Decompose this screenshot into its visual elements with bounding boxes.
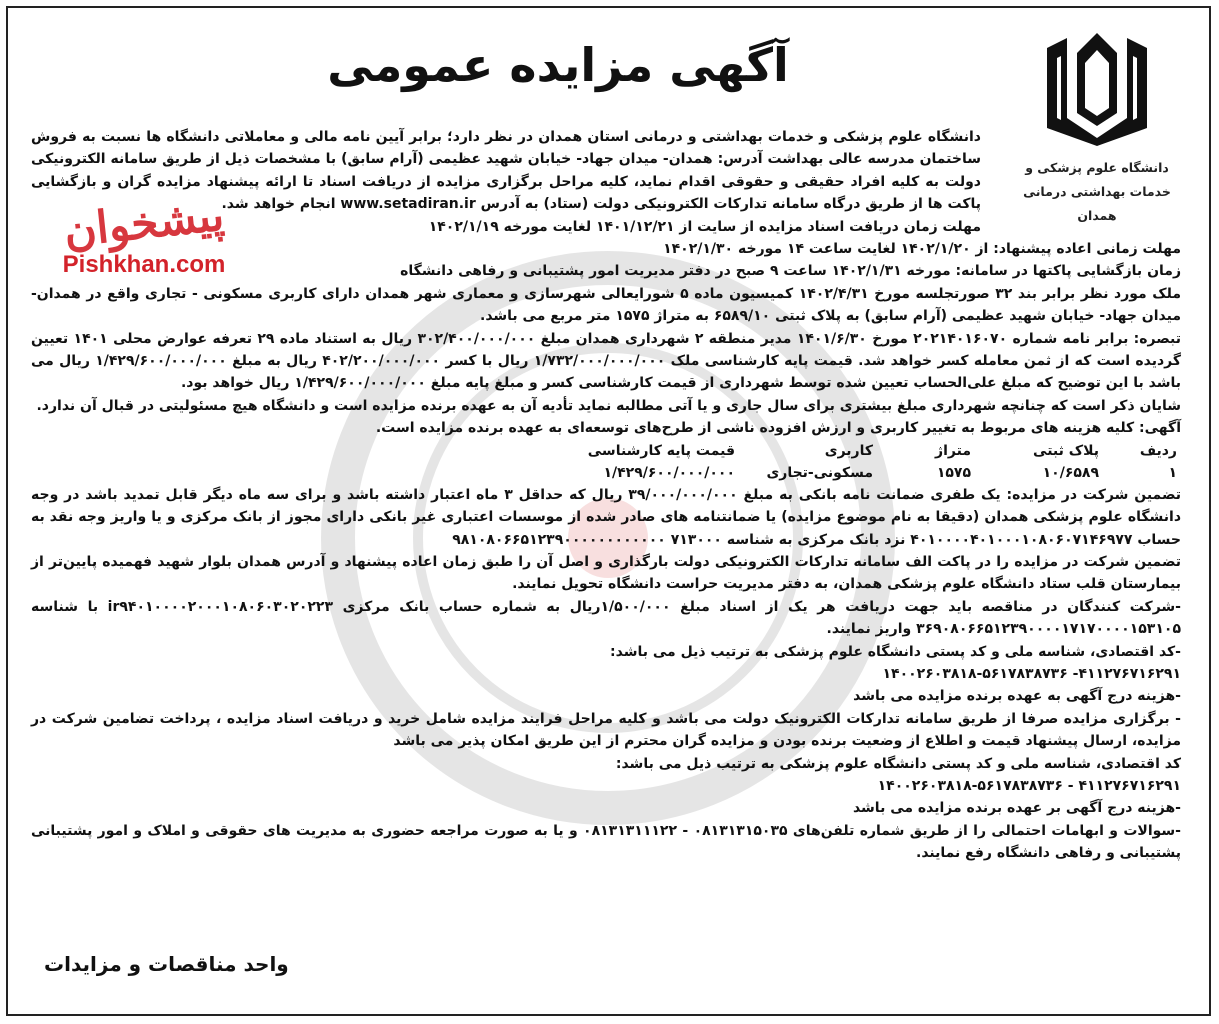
intro-paragraph: دانشگاه علوم پزشکی و خدمات بهداشتی و درمانی استان همدان در نظر دارد؛ برابر آیین نامه مالی و معاملاتی دانشگاه ها نسبت به فروش ساختمان مدرسه عالی بهداشت آدرس: همدان- میدان جهاد- خیابان شهید عظیمی (آرام سابق) با مشخصات ذیل از طریق سامانه الکترونیکی دولت به کلیه افراد حقیقی و حقوقی اقدام نماید، کلیه مراحل برگزاری مزایده از دریافت اسناد تا ارائه پیشنهاد مزایده گران و بازگشایی پاکت ها از طریق درگاه سامانه تدارکات الکترونیکی دولت (ستاد) به آدرس www.setadiran.ir انجام خواهد شد. bbox=[31, 129, 981, 213]
table-cell: ۱/۴۲۹/۶۰۰/۰۰۰/۰۰۰ bbox=[603, 464, 735, 481]
costs-notice: آگهی: کلیه هزینه های مربوط به تغییر کاربری و ارزش افزوده ناشی از طرح‌های توسعه‌ای به عهده برنده مزایده است. bbox=[375, 420, 1181, 437]
notice-page bbox=[6, 6, 1211, 1016]
university-name-line2: خدمات بهداشتی درمانی همدان bbox=[1023, 184, 1171, 223]
brand-watermark-en: Pishkhan.com bbox=[62, 251, 226, 278]
contact-paragraph: -سوالات و ابهامات احتمالی را از طریق شماره تلفن‌های ۰۸۱۳۱۳۱۵۰۳۵ - ۰۸۱۳۱۳۱۱۱۲۲ و یا به صورت مراجعه حضوری به مدیریت های حقوقی و املاک و امور پشتیبانی پشتیبانی و رفاهی دانشگاه رفع نمایند. bbox=[31, 822, 1181, 862]
ad-cost-note: -هزینه درج آگهی به عهده برنده مزایده می باشد bbox=[853, 688, 1181, 705]
brand-watermark-fa: پیشخوان bbox=[61, 189, 227, 258]
document-fee: -شرکت کنندگان در مناقصه باید جهت دریافت هر یک از اسناد مبلغ ۱/۵۰۰/۰۰۰ریال به شماره حساب بانک مرکزی ir۹۴۰۱۰۰۰۰۲۰۰۰۱۰۸۰۶۰۳۰۲۰۲۲۳ با شناسه ۳۶۹۰۸۰۶۶۵۱۲۳۹۰۰۰۰۱۷۱۷۰۰۰۰۱۵۳۱۰۵ واریز نمایند. bbox=[31, 598, 1181, 638]
signature-unit: واحد مناقصات و مزایدات bbox=[44, 952, 289, 976]
page-title: آگهی مزایده عمومی bbox=[327, 38, 789, 92]
codes-values: ۴۱۱۲۷۶۷۱۶۲۹۱- ۱۴۰۰۲۶۰۳۸۱۸-۵۶۱۷۸۳۸۷۳۶ bbox=[882, 665, 1181, 682]
table-row bbox=[31, 462, 1181, 484]
table-header: قیمت پایه کارشناسی bbox=[587, 442, 735, 459]
table-header: متراژ bbox=[935, 442, 971, 459]
table-cell: ۱۰/۶۵۸۹ bbox=[1042, 464, 1099, 481]
submission-deadline: مهلت زمانی اعاده پیشنهاد: از ۱۴۰۲/۱/۲۰ لغایت ساعت ۱۴ مورخه ۱۴۰۲/۱/۳۰ bbox=[663, 241, 1181, 258]
note-paragraph: تبصره: برابر نامه شماره ۲۰۲۱۴۰۱۶۰۷۰ مورخ ۱۴۰۱/۶/۳۰ مدیر منطقه ۲ شهرداری همدان مبلغ ۳۰۲/۴۰۰/۰۰۰/۰۰۰ ریال به استناد ماده ۲۹ تعرفه عوارض محلی ۱۴۰۱ تعیین گردیده است که از ثمن معامله کسر خواهد شد. قیمت پایه کارشناسی ملک ۱/۷۳۲/۰۰۰/۰۰۰/۰۰۰ ریال با کسر ۴۰۲/۲۰۰/۰۰۰/۰۰۰ ریال به مبلغ ۱/۴۲۹/۶۰۰/۰۰۰/۰۰۰ ریال می باشد با این توضیح که مبلغ علی‌الحساب تعیین شده توسط شهرداری از قیمت کارشناسی کسر و مبلغ پایه مبلغ ۱/۴۲۹/۶۰۰/۰۰۰/۰۰۰ ریال خواهد بود. bbox=[31, 330, 1182, 392]
guarantee-paragraph: تضمین شرکت در مزایده: یک طفری ضمانت نامه بانکی به مبلغ ۳۹/۰۰۰/۰۰۰/۰۰۰ ریال که حداقل ۳ ماه اعتبار داشته باشد و برای سه ماه دیگر قابل تمدید باشد در وجه دانشگاه علوم پزشکی همدان (دقیقا به نام موضوع مزایده) یا ضمانتنامه های صادر شده از موسسات اعتباری غیر بانکی دارای مجوز از بانک مرکزی و یا واریز وجه نقد به حساب ۴۰۱۰۰۰۰۴۰۱۰۰۰۱۰۸۰۶۰۷۱۴۶۹۷۷ نزد بانک مرکزی به شناسه ۷۱۳۰۰۰ ۹۸۱۰۸۰۶۶۵۱۲۳۹۰۰۰۰۰۰۰۰۰۰۰۰ bbox=[31, 486, 1181, 548]
table-cell: ۱۵۷۵ bbox=[936, 464, 971, 481]
procedure-paragraph: - برگزاری مزایده صرفا از طریق سامانه تدارکات الکترونیک دولت می باشد و کلیه مراحل فرایند مزایده شامل خرید و دریافت اسناد مزایده ، پرداخت تضامین شرکت در مزایده، ارسال پیشنهاد قیمت و اطلاع از وضعیت برنده بودن و مزایده گران محترم از این طریق امکان پذیر می باشد bbox=[31, 710, 1181, 750]
ad-cost-note-2: -هزینه درج آگهی بر عهده برنده مزایده می باشد bbox=[852, 800, 1181, 817]
table-header: ردیف bbox=[1139, 442, 1177, 459]
codes-intro: -کد اقتصادی، شناسه ملی و کد پستی دانشگاه علوم پزشکی به ترتیب ذیل می باشد: bbox=[610, 643, 1181, 660]
codes-intro-2: کد اقتصادی، شناسه ملی و کد پستی دانشگاه علوم پزشکی به ترتیب ذیل می باشد: bbox=[615, 755, 1181, 772]
codes-values-2: ۴۱۱۲۷۶۷۱۶۲۹۱ - ۱۴۰۰۲۶۰۳۸۱۸-۵۶۱۷۸۳۸۷۳۶ bbox=[877, 777, 1181, 794]
guarantee-delivery: تضمین شرکت در مزایده را در پاکت الف سامانه تدارکات الکترونیکی دولت بارگذاری و اصل آن را طبق زمان اعاده پیشنهاد و آدرس همدان بلوار شهید فهمیده پایین‌تر از بیمارستان قلب ستاد دانشگاه علوم پزشکی همدان، به دفتر مدیریت حراست دانشگاه تحویل نمایند. bbox=[31, 553, 1181, 593]
table-header: کاربری bbox=[824, 442, 873, 459]
property-description: ملک مورد نظر برابر بند ۳۲ صورتجلسه مورخ ۱۴۰۲/۴/۳۱ کمیسیون ماده ۵ شورایعالی شهرسازی و معماری شهر همدان دارای کاربری مسکونی - تجاری واقع در همدان- میدان جهاد- خیابان شهید عظیمی (آرام سابق) به پلاک ثبتی ۶۵۸۹/۱۰ به متراژ ۱۵۷۵ متر مربع می باشد. bbox=[31, 285, 1182, 325]
liability-paragraph: شایان ذکر است که چنانچه شهرداری مبلغ بیشتری برای سال جاری و یا آتی مطالبه نماید تأدیه آن به عهده برنده مزایده است و دانشگاه هیچ مسئولیتی در قبال آن ندارد. bbox=[36, 397, 1181, 414]
opening-time: زمان بازگشایی پاکتها در سامانه: مورخه ۱۴۰۲/۱/۳۱ ساعت ۹ صبح در دفتر مدیریت امور پشتیبانی و رفاهی دانشگاه bbox=[400, 263, 1181, 280]
property-table bbox=[31, 440, 1181, 484]
table-header: پلاک ثبتی bbox=[1033, 442, 1099, 459]
notice-body bbox=[31, 126, 1181, 865]
table-header-row bbox=[31, 440, 1181, 462]
table-cell: ۱ bbox=[1168, 464, 1177, 481]
table-cell: مسکونی-تجاری bbox=[766, 464, 873, 481]
docs-deadline: مهلت زمان دریافت اسناد مزایده از سایت از ۱۴۰۱/۱۲/۲۱ لغایت مورخه ۱۴۰۲/۱/۱۹ bbox=[428, 218, 981, 235]
university-name-line1: دانشگاه علوم پزشکی و bbox=[1025, 160, 1169, 175]
